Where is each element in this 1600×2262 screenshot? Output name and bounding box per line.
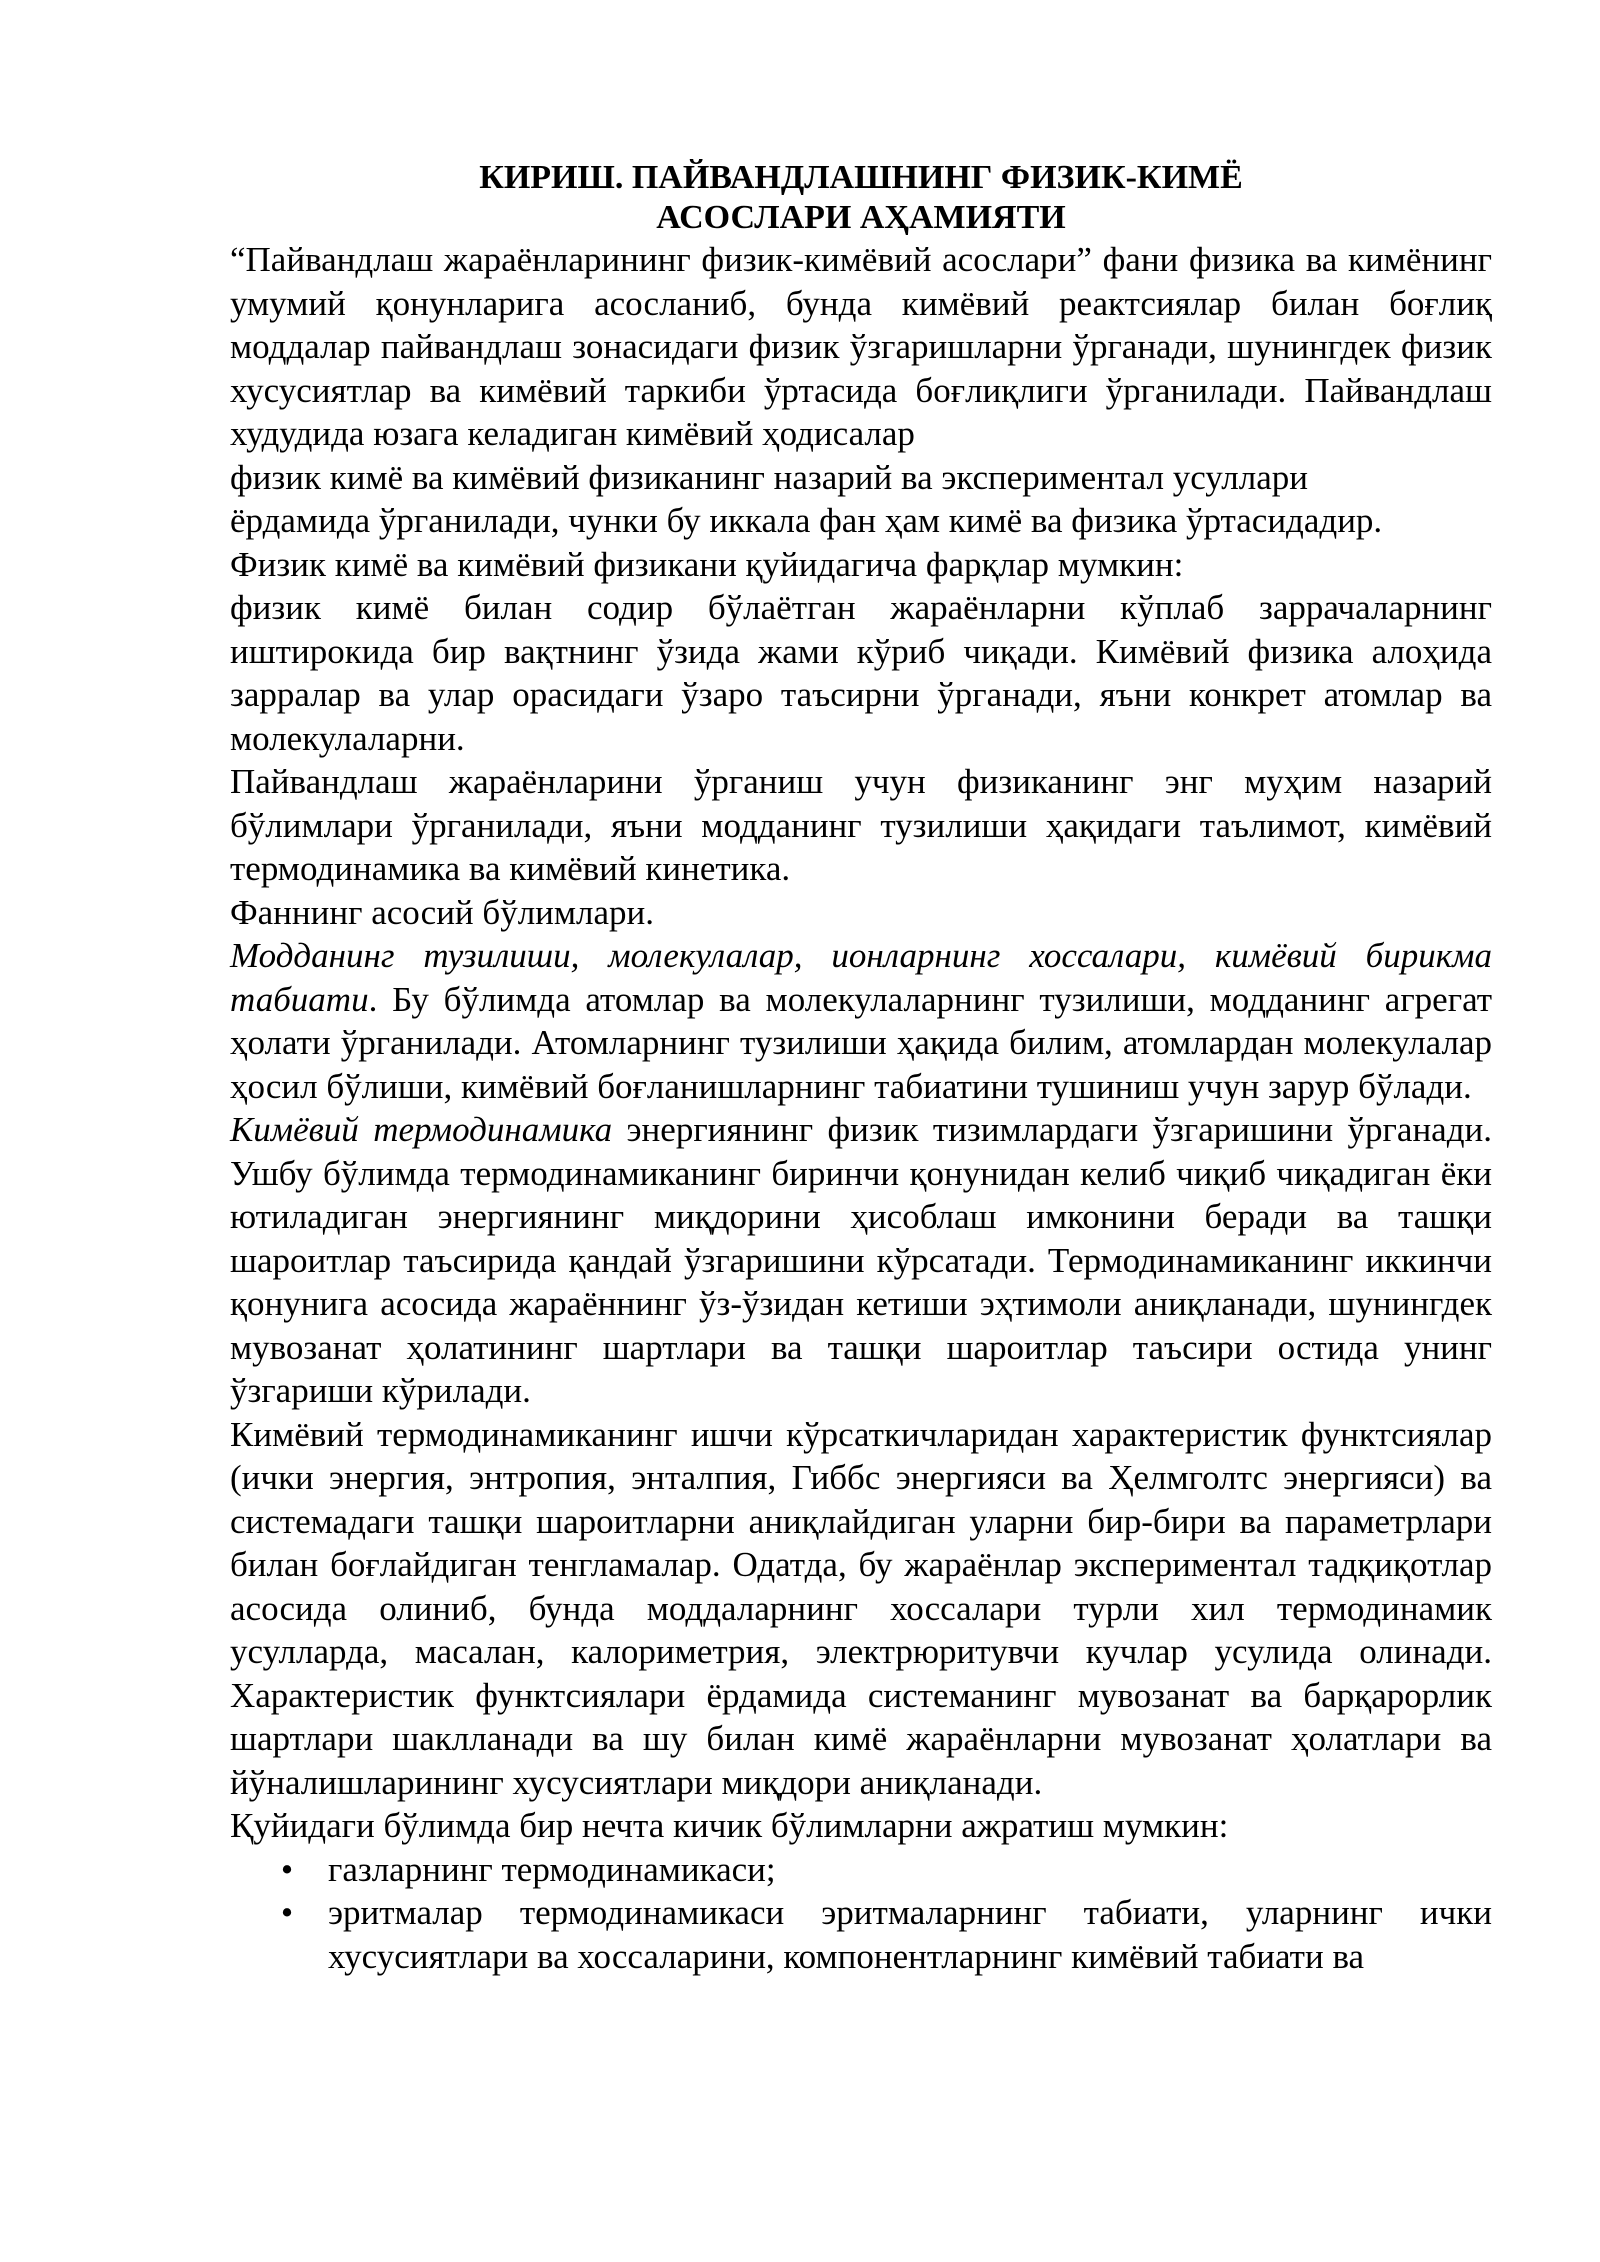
title-line-2: АСОСЛАРИ АҲАМИЯТИ [656, 199, 1066, 236]
bullet-icon: • [280, 1893, 294, 1932]
paragraph-subsections-lead: Қуйидаги бўлимда бир нечта кичик бўлимларни ажратиш мумкин: [230, 1806, 1229, 1845]
paragraph-intro-line-b: ёрдамида ўрганилади, чунки бу иккала фан ҳам кимё ва физика ўртасидадир. [230, 501, 1383, 540]
bullet-icon: • [280, 1849, 294, 1889]
paragraph-structure-of-matter [230, 934, 1492, 1108]
list-item-text: газларнинг термодинамикаси; [328, 1849, 776, 1889]
section-term-structure: Модданинг тузилиши, молекулалар, ионларнинг хоссалари, кимёвий бирикма табиати [230, 936, 1492, 1019]
document-title [230, 158, 1492, 238]
paragraph-comparison: физик кимё билан содир бўлаётган жараёнларни кўплаб заррачаларнинг иштирокида бир вақтнинг ўзида жами кўриб чиқади. Кимёвий физика алоҳида зарралар ва улар орасидаги ўзаро таъсирни ўрганади, яъни конкрет атомлар ва молекулаларни. [230, 588, 1492, 758]
document-page [230, 158, 1492, 1978]
paragraph-intro: “Пайвандлаш жараёнларининг физик-кимёвий асослари” фани физика ва кимёнинг умумий қонунларига асосланиб, бунда кимёвий реактсиялар билан боғлиқ моддалар пайвандлаш зонасидаги физик ўзгаришларни ўрганади, шунингдек физик хусусиятлар ва кимёвий таркиби ўртасида боғлиқлиги ўрганилади. Пайвандлаш худудида юзага келадиган кимёвий ҳодисалар [230, 240, 1492, 453]
paragraph-intro-line-a: физик кимё ва кимёвий физиканинг назарий ва экспериментал усуллари [230, 457, 1308, 497]
section-text-thermodynamics: энергиянинг физик тизимлардаги ўзгаришини ўрганади. Ушбу бўлимда термодинамиканинг биринчи қонунидан келиб чиқиб чиқадиган ёки ютиладиган энергиянинг миқдорини ҳисоблаш имконини беради ва ташқи шароитлар таъсирида қандай ўзгаришини кўрсатади. Термодинамиканинг иккинчи қонунига асосида жараённинг ўз-ўзидан кетиши эҳтимоли аниқланади, шунингдек мувозанат ҳолатининг шартлари ва ташқи шароитлар таъсири остида унинг ўзгариши кўрилади. [230, 1110, 1492, 1410]
list-item-text: эритмалар термодинамикаси эритмаларнинг табиати, уларнинг ички хусусиятлари ва хоссаларини, компонентларнинг кимёвий табиати ва [328, 1893, 1492, 1976]
paragraph-physics-sections: Пайвандлаш жараёнларини ўрганиш учун физиканинг энг муҳим назарий бўлимлари ўрганилади, яъни модданинг тузилиши ҳақидаги таълимот, кимёвий термодинамика ва кимёвий кинетика. [230, 762, 1492, 888]
list-item [230, 1848, 1492, 1892]
section-term-thermodynamics: Кимёвий термодинамика [230, 1110, 613, 1149]
list-item [230, 1891, 1492, 1978]
paragraph-characteristic-functions: Кимёвий термодинамиканинг ишчи кўрсаткичларидан характеристик функтсиялар (ички энергия, энтропия, энталпия, Гиббс энергияси ва Ҳелмголтс энергияси) ва системадаги ташқи шароитларни аниқлайдиган уларни бир-бири ва параметрлари билан боғлайдиган тенгламалар. Одатда, бу жараёнлар экспериментал тадқиқотлар асосида олиниб, бунда моддаларнинг хоссалари турли хил термодинамик усулларда, масалан, калориметрия, электрюритувчи кучлар усулида олинади. Характеристик функтсиялари ёрдамида системанинг мувозанат ва барқарорлик шартлари шаклланади ва шу билан кимё жараёнларни мувозанат ҳолатлари ва йўналишларининг хусусиятлари миқдори аниқланади. [230, 1414, 1492, 1802]
paragraph-comparison-lead: Физик кимё ва кимёвий физикани қуйидагича фарқлар мумкин: [230, 544, 1184, 584]
title-line-1: КИРИШ. ПАЙВАНДЛАШНИНГ ФИЗИК-КИМЁ [479, 159, 1243, 196]
subsection-list [230, 1848, 1492, 1979]
paragraph-main-sections: Фаннинг асосий бўлимлари. [230, 892, 655, 932]
section-text-structure: . Бу бўлимда атомлар ва молекулаларнинг тузилиши, модданинг агрегат ҳолати ўрганилади. Атомларнинг тузилиши ҳақида билим, атомлардан молекулалар ҳосил бўлиши, кимёвий боғланишларнинг табиатини тушиниш учун зарур бўлади. [230, 979, 1492, 1106]
paragraph-thermodynamics [230, 1108, 1492, 1413]
